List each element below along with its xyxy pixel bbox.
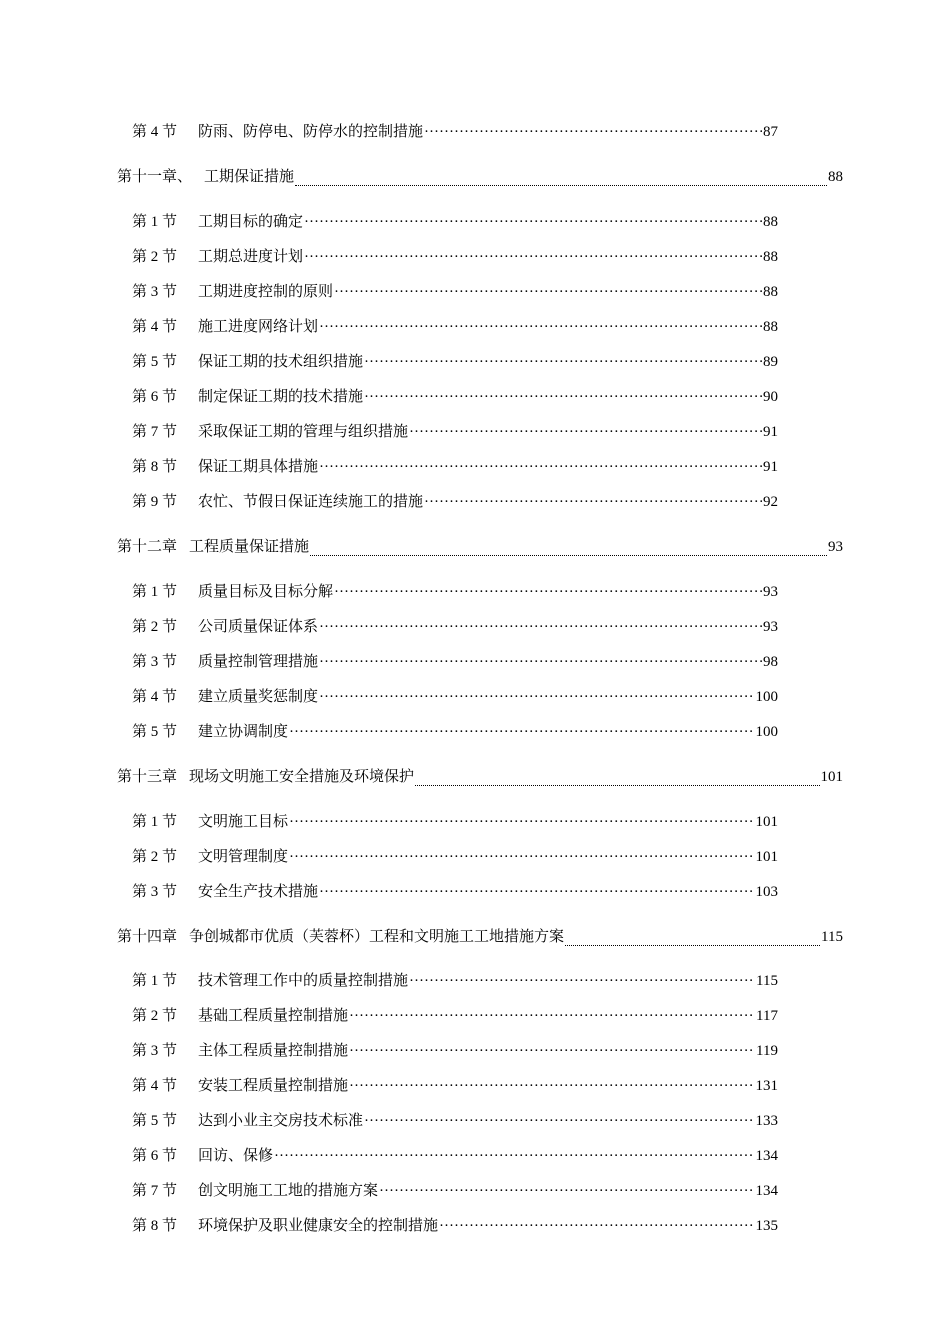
dot-leader xyxy=(295,175,827,186)
entry-page-number: 88 xyxy=(763,214,778,230)
entry-title: 工期总进度计划 xyxy=(198,249,304,265)
entry-number: 第 5 节 xyxy=(132,1113,178,1129)
toc-chapter-entry[interactable] xyxy=(117,926,843,948)
entry-title: 创文明施工工地的措施方案 xyxy=(198,1183,379,1199)
entry-page-number: 88 xyxy=(828,169,843,185)
toc-section-entry[interactable] xyxy=(132,881,778,903)
toc-section-entry[interactable] xyxy=(132,970,778,992)
dot-leader xyxy=(319,316,762,338)
toc-section-entry[interactable] xyxy=(132,351,778,373)
entry-page-number: 93 xyxy=(763,619,778,635)
entry-number: 第 4 节 xyxy=(132,319,178,335)
entry-number: 第 4 节 xyxy=(132,689,178,705)
dot-leader xyxy=(409,421,762,443)
entry-page-number: 91 xyxy=(763,459,778,475)
toc-section-entry[interactable] xyxy=(132,246,778,268)
toc-section-entry[interactable] xyxy=(132,456,778,478)
entry-page-number: 135 xyxy=(755,1218,778,1234)
entry-number: 第十四章 xyxy=(117,929,178,945)
entry-page-number: 103 xyxy=(755,884,778,900)
entry-number: 第 1 节 xyxy=(132,214,178,230)
toc-section-entry[interactable] xyxy=(132,846,778,868)
toc-section-entry[interactable] xyxy=(132,421,778,443)
entry-page-number: 100 xyxy=(755,689,778,705)
entry-number: 第 6 节 xyxy=(132,389,178,405)
dot-leader xyxy=(319,616,762,638)
entry-title: 文明施工目标 xyxy=(198,814,289,830)
entry-number: 第 3 节 xyxy=(132,654,178,670)
entry-number: 第十一章、 xyxy=(117,169,193,185)
toc-chapter-entry[interactable] xyxy=(117,166,843,188)
entry-page-number: 115 xyxy=(756,973,778,989)
entry-title: 建立协调制度 xyxy=(198,724,289,740)
entry-page-number: 134 xyxy=(755,1183,778,1199)
toc-section-entry[interactable] xyxy=(132,1040,778,1062)
dot-leader xyxy=(364,351,762,373)
dot-leader xyxy=(349,1005,755,1027)
entry-number: 第 7 节 xyxy=(132,1183,178,1199)
entry-page-number: 101 xyxy=(755,814,778,830)
entry-title: 基础工程质量控制措施 xyxy=(198,1008,349,1024)
toc-section-entry[interactable] xyxy=(132,1180,778,1202)
entry-title: 工期保证措施 xyxy=(204,169,295,185)
entry-page-number: 115 xyxy=(821,929,843,945)
toc-section-entry[interactable] xyxy=(132,121,778,143)
entry-title: 保证工期的技术组织措施 xyxy=(198,354,364,370)
entry-title: 质量控制管理措施 xyxy=(198,654,319,670)
toc-section-entry[interactable] xyxy=(132,651,778,673)
entry-page-number: 93 xyxy=(828,539,843,555)
entry-title: 保证工期具体措施 xyxy=(198,459,319,475)
entry-number: 第 9 节 xyxy=(132,494,178,510)
entry-page-number: 93 xyxy=(763,584,778,600)
entry-page-number: 100 xyxy=(755,724,778,740)
entry-title: 技术管理工作中的质量控制措施 xyxy=(198,973,409,989)
toc-section-entry[interactable] xyxy=(132,316,778,338)
entry-number: 第 1 节 xyxy=(132,814,178,830)
dot-leader xyxy=(274,1145,754,1167)
dot-leader xyxy=(289,721,754,743)
toc-section-entry[interactable] xyxy=(132,721,778,743)
entry-number: 第 8 节 xyxy=(132,1218,178,1234)
dot-leader xyxy=(334,581,762,603)
dot-leader xyxy=(379,1180,754,1202)
entry-title: 环境保护及职业健康安全的控制措施 xyxy=(198,1218,439,1234)
entry-title: 回访、保修 xyxy=(198,1148,274,1164)
dot-leader xyxy=(304,211,762,233)
entry-page-number: 92 xyxy=(763,494,778,510)
entry-number: 第 1 节 xyxy=(132,584,178,600)
dot-leader xyxy=(304,246,762,268)
entry-number: 第十二章 xyxy=(117,539,178,555)
toc-chapter-entry[interactable] xyxy=(117,536,843,558)
entry-number: 第 3 节 xyxy=(132,1043,178,1059)
entry-page-number: 101 xyxy=(820,769,843,785)
dot-leader xyxy=(349,1075,754,1097)
entry-page-number: 89 xyxy=(763,354,778,370)
entry-page-number: 91 xyxy=(763,424,778,440)
toc-section-entry[interactable] xyxy=(132,1110,778,1132)
toc-chapter-entry[interactable] xyxy=(117,766,843,788)
toc-section-entry[interactable] xyxy=(132,1005,778,1027)
entry-number: 第 7 节 xyxy=(132,424,178,440)
entry-title: 安装工程质量控制措施 xyxy=(198,1078,349,1094)
dot-leader xyxy=(364,386,762,408)
entry-title: 制定保证工期的技术措施 xyxy=(198,389,364,405)
toc-section-entry[interactable] xyxy=(132,211,778,233)
entry-title: 农忙、节假日保证连续施工的措施 xyxy=(198,494,424,510)
dot-leader xyxy=(409,970,755,992)
toc-section-entry[interactable] xyxy=(132,386,778,408)
entry-page-number: 98 xyxy=(763,654,778,670)
dot-leader xyxy=(310,545,827,556)
dot-leader xyxy=(319,456,762,478)
entry-page-number: 90 xyxy=(763,389,778,405)
entry-number: 第 4 节 xyxy=(132,1078,178,1094)
entry-page-number: 133 xyxy=(755,1113,778,1129)
dot-leader xyxy=(439,1215,754,1237)
dot-leader xyxy=(424,491,762,513)
entry-number: 第 2 节 xyxy=(132,249,178,265)
dot-leader xyxy=(349,1040,755,1062)
entry-title: 达到小业主交房技术标准 xyxy=(198,1113,364,1129)
toc-section-entry[interactable] xyxy=(132,581,778,603)
entry-number: 第 6 节 xyxy=(132,1148,178,1164)
entry-title: 争创城都市优质（芙蓉杯）工程和文明施工工地措施方案 xyxy=(189,929,565,945)
entry-title: 主体工程质量控制措施 xyxy=(198,1043,349,1059)
entry-number: 第 5 节 xyxy=(132,724,178,740)
entry-number: 第十三章 xyxy=(117,769,178,785)
toc-section-entry[interactable] xyxy=(132,811,778,833)
dot-leader xyxy=(289,811,754,833)
toc-section-entry[interactable] xyxy=(132,281,778,303)
entry-number: 第 3 节 xyxy=(132,284,178,300)
entry-page-number: 117 xyxy=(756,1008,778,1024)
entry-title: 质量目标及目标分解 xyxy=(198,584,334,600)
entry-number: 第 4 节 xyxy=(132,124,178,140)
entry-number: 第 2 节 xyxy=(132,849,178,865)
toc-section-entry[interactable] xyxy=(132,1145,778,1167)
toc-section-entry[interactable] xyxy=(132,1215,778,1237)
entry-number: 第 8 节 xyxy=(132,459,178,475)
entry-title: 防雨、防停电、防停水的控制措施 xyxy=(198,124,424,140)
dot-leader xyxy=(289,846,754,868)
entry-number: 第 3 节 xyxy=(132,884,178,900)
entry-page-number: 119 xyxy=(756,1043,778,1059)
entry-title: 公司质量保证体系 xyxy=(198,619,319,635)
dot-leader xyxy=(424,121,762,143)
entry-page-number: 87 xyxy=(763,124,778,140)
dot-leader xyxy=(319,686,754,708)
dot-leader xyxy=(319,651,762,673)
toc-section-entry[interactable] xyxy=(132,1075,778,1097)
entry-page-number: 101 xyxy=(755,849,778,865)
entry-title: 建立质量奖惩制度 xyxy=(198,689,319,705)
entry-title: 工期进度控制的原则 xyxy=(198,284,334,300)
entry-title: 文明管理制度 xyxy=(198,849,289,865)
dot-leader xyxy=(364,1110,754,1132)
dot-leader xyxy=(415,775,819,786)
entry-title: 工程质量保证措施 xyxy=(189,539,310,555)
entry-page-number: 134 xyxy=(755,1148,778,1164)
entry-number: 第 1 节 xyxy=(132,973,178,989)
entry-page-number: 88 xyxy=(763,319,778,335)
dot-leader xyxy=(565,935,820,946)
toc-section-entry[interactable] xyxy=(132,491,778,513)
entry-title: 安全生产技术措施 xyxy=(198,884,319,900)
entry-number: 第 5 节 xyxy=(132,354,178,370)
entry-title: 现场文明施工安全措施及环境保护 xyxy=(189,769,415,785)
toc-section-entry[interactable] xyxy=(132,616,778,638)
dot-leader xyxy=(334,281,762,303)
entry-page-number: 88 xyxy=(763,284,778,300)
entry-number: 第 2 节 xyxy=(132,619,178,635)
entry-title: 采取保证工期的管理与组织措施 xyxy=(198,424,409,440)
entry-number: 第 2 节 xyxy=(132,1008,178,1024)
entry-title: 施工进度网络计划 xyxy=(198,319,319,335)
entry-page-number: 131 xyxy=(755,1078,778,1094)
entry-page-number: 88 xyxy=(763,249,778,265)
toc-section-entry[interactable] xyxy=(132,686,778,708)
dot-leader xyxy=(319,881,754,903)
entry-title: 工期目标的确定 xyxy=(198,214,304,230)
